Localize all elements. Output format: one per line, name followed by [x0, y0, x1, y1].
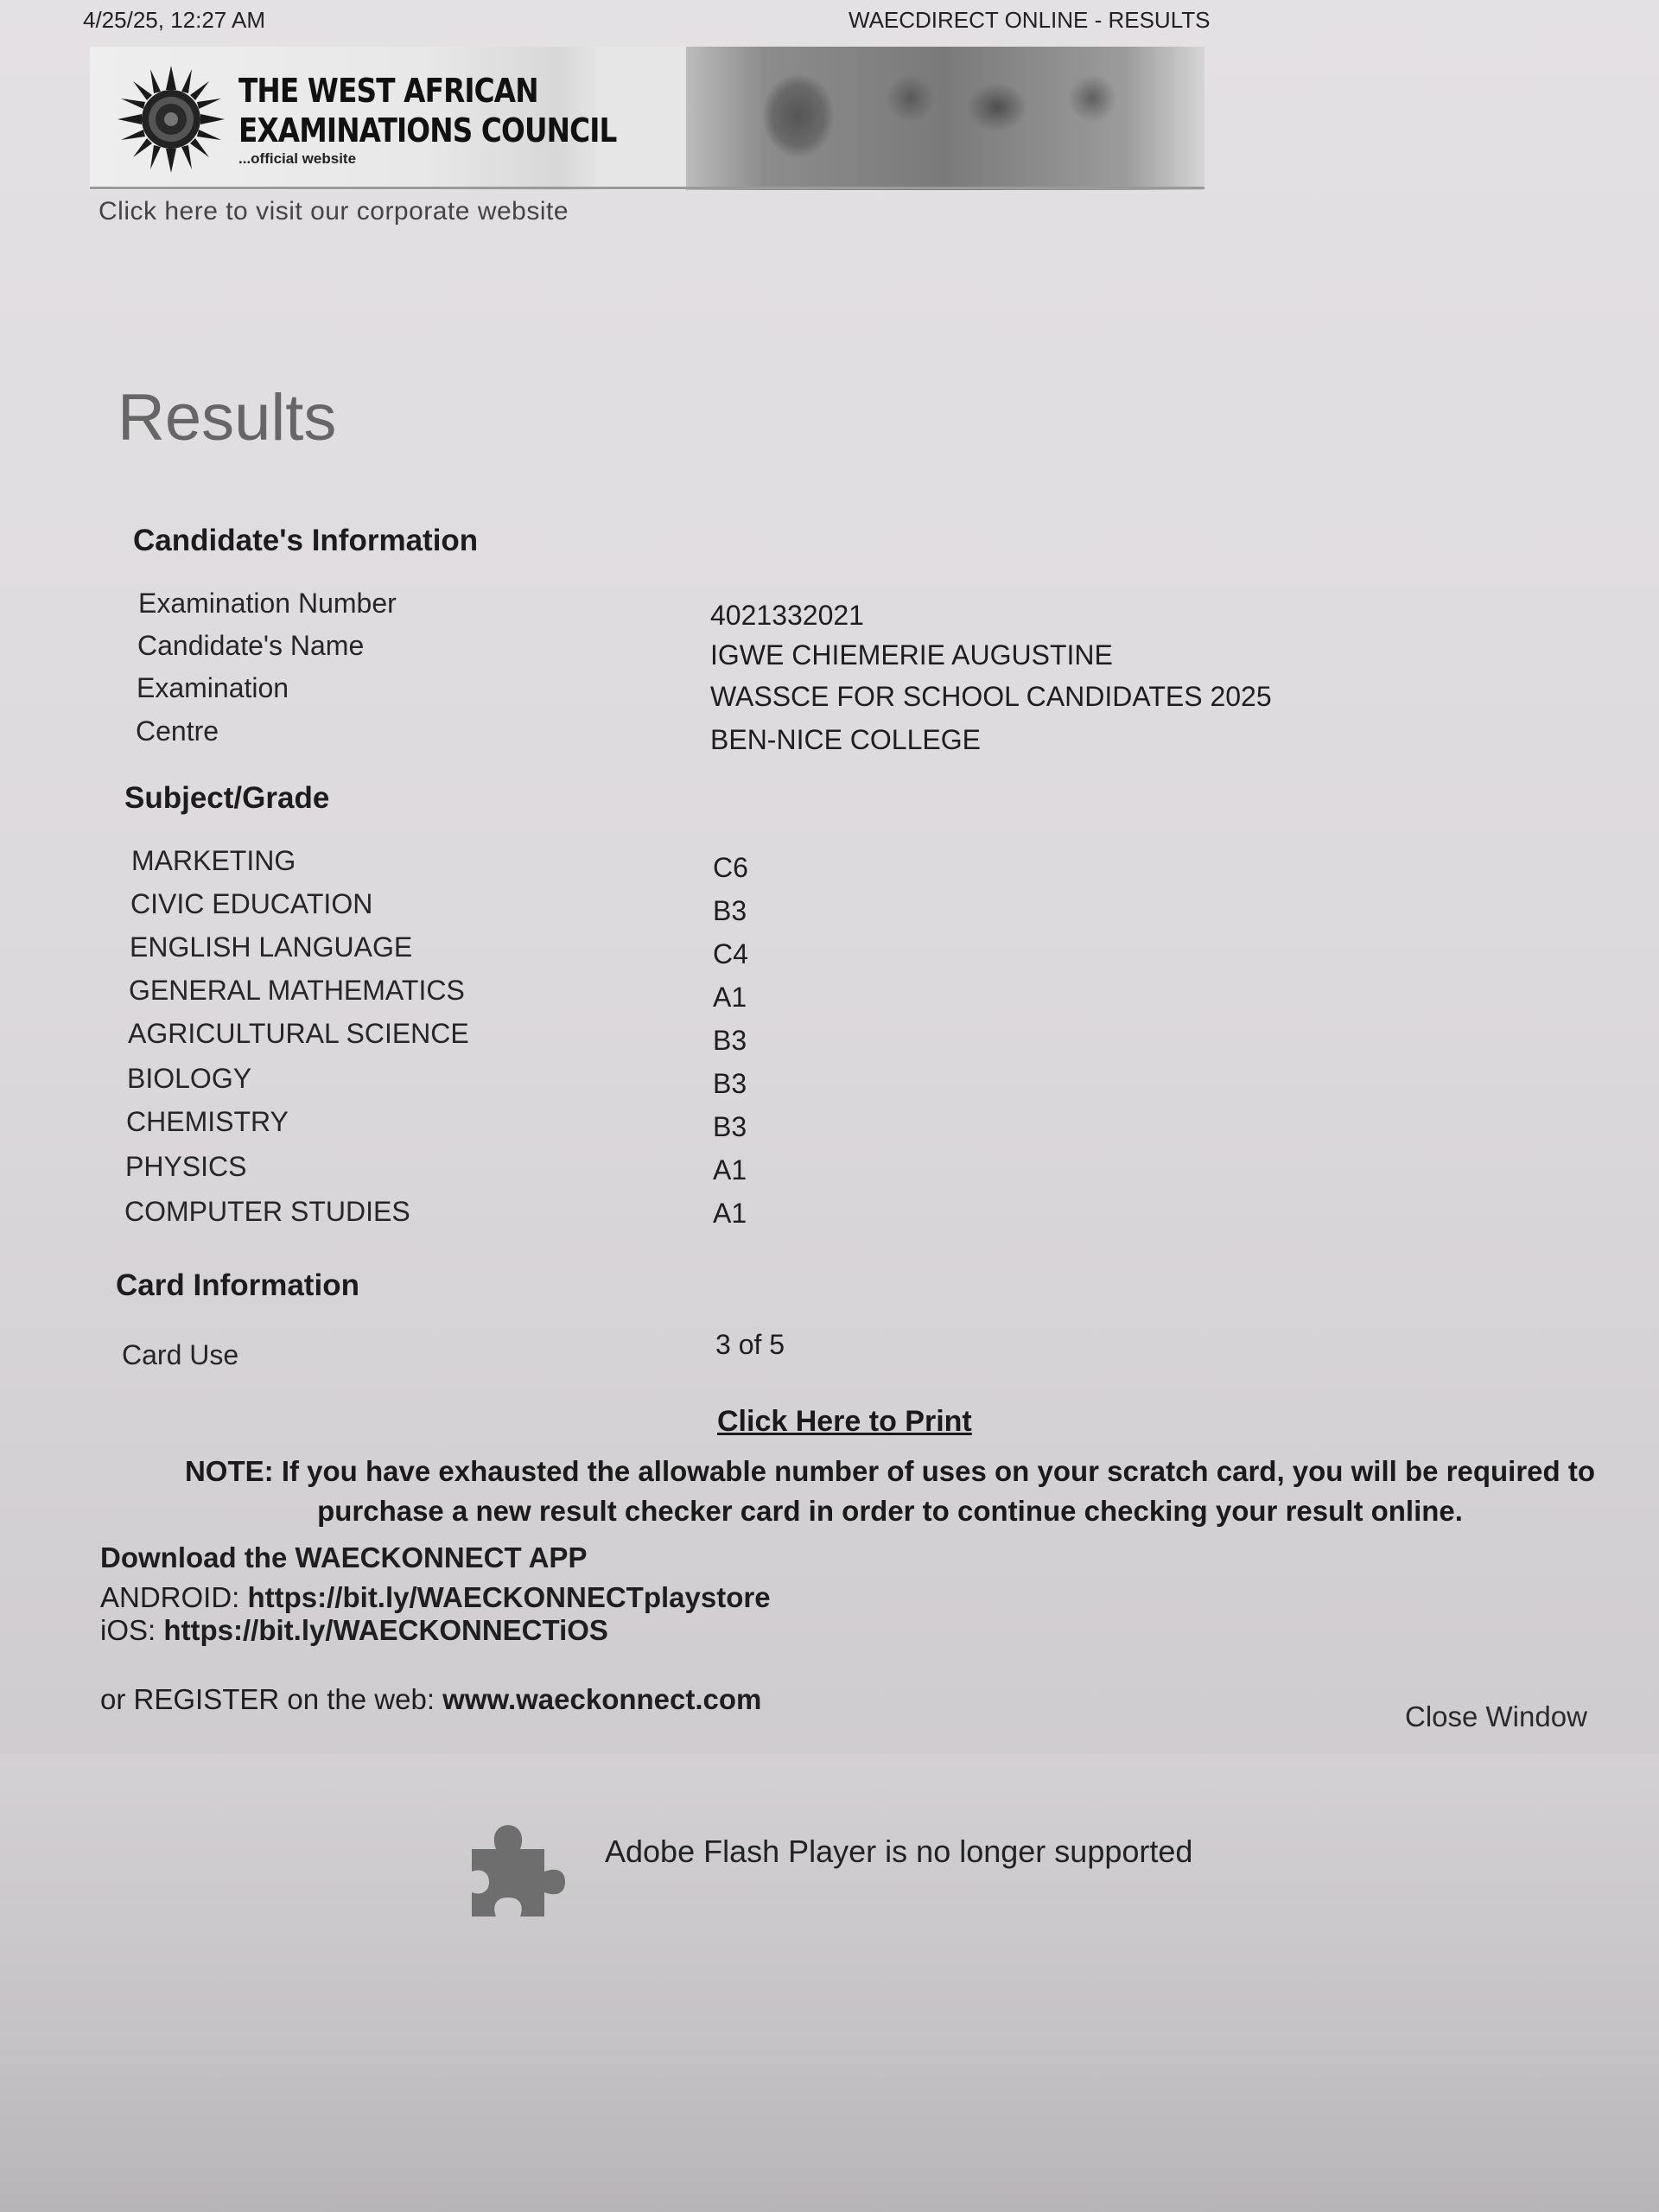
subject-grade: B3 — [713, 1025, 747, 1056]
subject-name: CIVIC EDUCATION — [130, 888, 373, 919]
subject-grade-heading: Subject/Grade — [124, 781, 330, 815]
exam-number-label: Examination Number — [138, 588, 397, 619]
note-line2: purchase a new result checker card in order to continue checking your result online. — [317, 1495, 1463, 1527]
centre-label: Centre — [136, 715, 219, 747]
candidate-name-label: Candidate's Name — [137, 630, 365, 661]
print-page-title: WAECDIRECT ONLINE - RESULTS — [849, 7, 1211, 33]
subject-grade: B3 — [713, 1111, 747, 1142]
download-app-text: Download the WAECKONNECT APP — [100, 1541, 588, 1573]
subject-name: GENERAL MATHEMATICS — [129, 975, 465, 1006]
subject-name: BIOLOGY — [127, 1063, 252, 1094]
ios-line — [100, 1614, 608, 1647]
banner-photo — [686, 47, 1205, 190]
subject-name: PHYSICS — [125, 1151, 247, 1182]
org-name — [238, 71, 617, 150]
puzzle-piece-icon — [454, 1815, 567, 1927]
candidate-name-value: IGWE CHIEMERIE AUGUSTINE — [710, 639, 1113, 671]
org-tagline: ...official website — [238, 150, 357, 167]
register-line — [100, 1683, 761, 1716]
page-title: Results — [118, 381, 337, 454]
card-info-heading: Card Information — [116, 1268, 359, 1302]
centre-value: BEN-NICE COLLEGE — [710, 724, 981, 755]
android-line — [100, 1581, 771, 1614]
org-name-line1: THE WEST AFRICAN — [238, 72, 538, 110]
card-use-value: 3 of 5 — [715, 1329, 785, 1360]
download-app-line — [100, 1541, 587, 1574]
android-label: ANDROID: — [100, 1581, 248, 1613]
flash-unsupported-message: Adobe Flash Player is no longer supported — [605, 1834, 1193, 1869]
subject-name: ENGLISH LANGUAGE — [130, 931, 413, 963]
candidate-info-heading: Candidate's Information — [133, 524, 479, 557]
exam-number-value: 4021332021 — [710, 600, 864, 631]
waec-banner[interactable] — [90, 47, 1205, 190]
subject-name: CHEMISTRY — [126, 1106, 289, 1137]
examination-value: WASSCE FOR SCHOOL CANDIDATES 2025 — [710, 681, 1272, 712]
subject-name: COMPUTER STUDIES — [124, 1196, 410, 1227]
subject-name: AGRICULTURAL SCIENCE — [128, 1018, 469, 1049]
subject-grade: B3 — [713, 895, 747, 926]
note-prefix: NOTE: — [184, 1455, 274, 1487]
flash-plugin-area — [0, 1754, 1659, 2212]
scratch-card-note — [156, 1452, 1624, 1531]
close-window-link[interactable]: Close Window — [1405, 1700, 1587, 1732]
note-text-line1: If you have exhausted the allowable number of uses on your scratch card, you will be required to — [281, 1455, 1596, 1487]
note-line1 — [156, 1452, 1624, 1491]
org-name-line2: EXAMINATIONS COUNCIL — [238, 111, 617, 149]
print-datetime: 4/25/25, 12:27 AM — [83, 7, 266, 33]
examination-label: Examination — [137, 672, 289, 703]
register-label: or REGISTER on the web: — [100, 1683, 443, 1715]
ios-link[interactable]: https://bit.ly/WAECKONNECTiOS — [163, 1614, 608, 1646]
subject-grade: A1 — [713, 1198, 747, 1229]
corporate-website-link[interactable]: Click here to visit our corporate website — [99, 197, 569, 226]
subject-grade: A1 — [713, 1154, 747, 1185]
subject-grade: C6 — [713, 852, 748, 883]
subject-grade: A1 — [713, 982, 747, 1013]
register-link[interactable]: www.waeckonnect.com — [442, 1683, 762, 1715]
print-link[interactable]: Click Here to Print — [717, 1405, 972, 1438]
subject-grade: C4 — [713, 938, 748, 969]
ios-label: iOS: — [100, 1614, 164, 1646]
card-use-label: Card Use — [122, 1339, 239, 1370]
banner-divider — [90, 187, 1205, 189]
android-link[interactable]: https://bit.ly/WAECKONNECTplaystore — [247, 1581, 771, 1613]
subject-name: MARKETING — [131, 845, 296, 876]
subject-grade: B3 — [713, 1068, 747, 1099]
waec-logo — [116, 64, 226, 175]
